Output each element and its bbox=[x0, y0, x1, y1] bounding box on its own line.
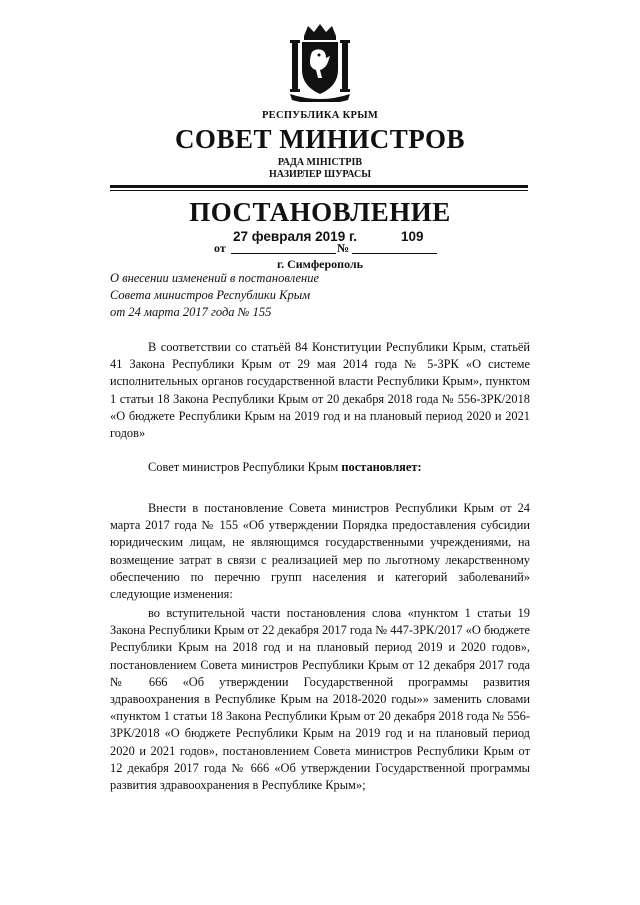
number-underline bbox=[352, 253, 437, 254]
paragraph-preamble-change bbox=[110, 605, 530, 794]
resolves-verb: постановляет: bbox=[341, 460, 422, 474]
subject-line: О внесении изменений в постановление bbox=[110, 271, 320, 285]
date-underline bbox=[231, 253, 336, 254]
council-name: СОВЕТ МИНИСТРОВ bbox=[174, 124, 466, 154]
paragraph-amendment bbox=[110, 500, 530, 603]
crimea-coat-of-arms-icon bbox=[288, 22, 352, 102]
number-label: № bbox=[337, 241, 350, 255]
paragraph-text: Внести в постановление Совета министров Республики Крым от 24 марта 2017 года № 155 «Об утверждении Порядка предоставления субсидии юридическим лицам, не являющимся государственными учреждениями, на возмещение затрат в связи с реализацией мер по льготному лекарственному обеспечению по перечню групп населения и категорий заболеваний» следующие изменения: bbox=[110, 501, 530, 602]
council-name-ukrainian: РАДА МІНІСТРІВ bbox=[277, 157, 363, 168]
subject-line: Совета министров Республики Крым bbox=[110, 288, 311, 302]
paragraph-resolves bbox=[110, 459, 530, 476]
city-name: г. Симферополь bbox=[277, 257, 363, 271]
subject-line: от 24 марта 2017 года № 155 bbox=[110, 305, 272, 319]
paragraph-legal-basis bbox=[110, 339, 530, 442]
date-label: от bbox=[214, 241, 226, 255]
paragraph-text: В соответствии со статьёй 84 Конституции Республики Крым, статьёй 41 Закона Республики Крым от 29 мая 2014 года № 5-ЗРК «О системе исполнительных органов государственной власти Республики Крым», пунктом 1 статьи 18 Закона Республики Крым от 20 декабря 2018 года № 556-ЗРК/2018 «О бюджете Республики Крым на 2019 год и на плановый период 2020 и 2021 годов» bbox=[110, 340, 530, 441]
header-divider-thin bbox=[110, 190, 528, 191]
republic-name: РЕСПУБЛИКА КРЫМ bbox=[261, 110, 379, 121]
decree-subject bbox=[110, 270, 319, 321]
council-name-crimean-tatar: НАЗИРЛЕР ШУРАСЫ bbox=[268, 169, 372, 180]
paragraph-lead: Совет министров Республики Крым bbox=[148, 460, 339, 474]
header-divider-thick bbox=[110, 185, 528, 188]
paragraph-text: во вступительной части постановления слова «пунктом 1 статьи 19 Закона Республики Крым от 22 декабря 2017 года № 447-ЗРК/2017 «О бюджете Республики Крым на 2018 год и на плановый период 2019 и 2020 годов», постановлением Совета министров Республики Крым от 12 декабря 2017 года № 666 «Об утверждении Государственной программы развития здравоохранения в Республике Крым на 2018-2020 годы»» заменить словами «пунктом 1 статьи 18 Закона Республики Крым от 20 декабря 2018 года № 556-ЗРК/2018 «О бюджете Республики Крым на 2019 год и на плановый период 2020 и 2021 годов», постановлением Совета министров Республики Крым от 12 декабря 2017 года № 666 «Об утверждении Государственной программы развития здравоохранения в Республике Крым»; bbox=[110, 606, 530, 793]
handwritten-number: 109 bbox=[401, 229, 424, 244]
handwritten-date: 27 февраля 2019 г. bbox=[233, 229, 357, 244]
document-type-title: ПОСТАНОВЛЕНИЕ bbox=[189, 197, 451, 227]
